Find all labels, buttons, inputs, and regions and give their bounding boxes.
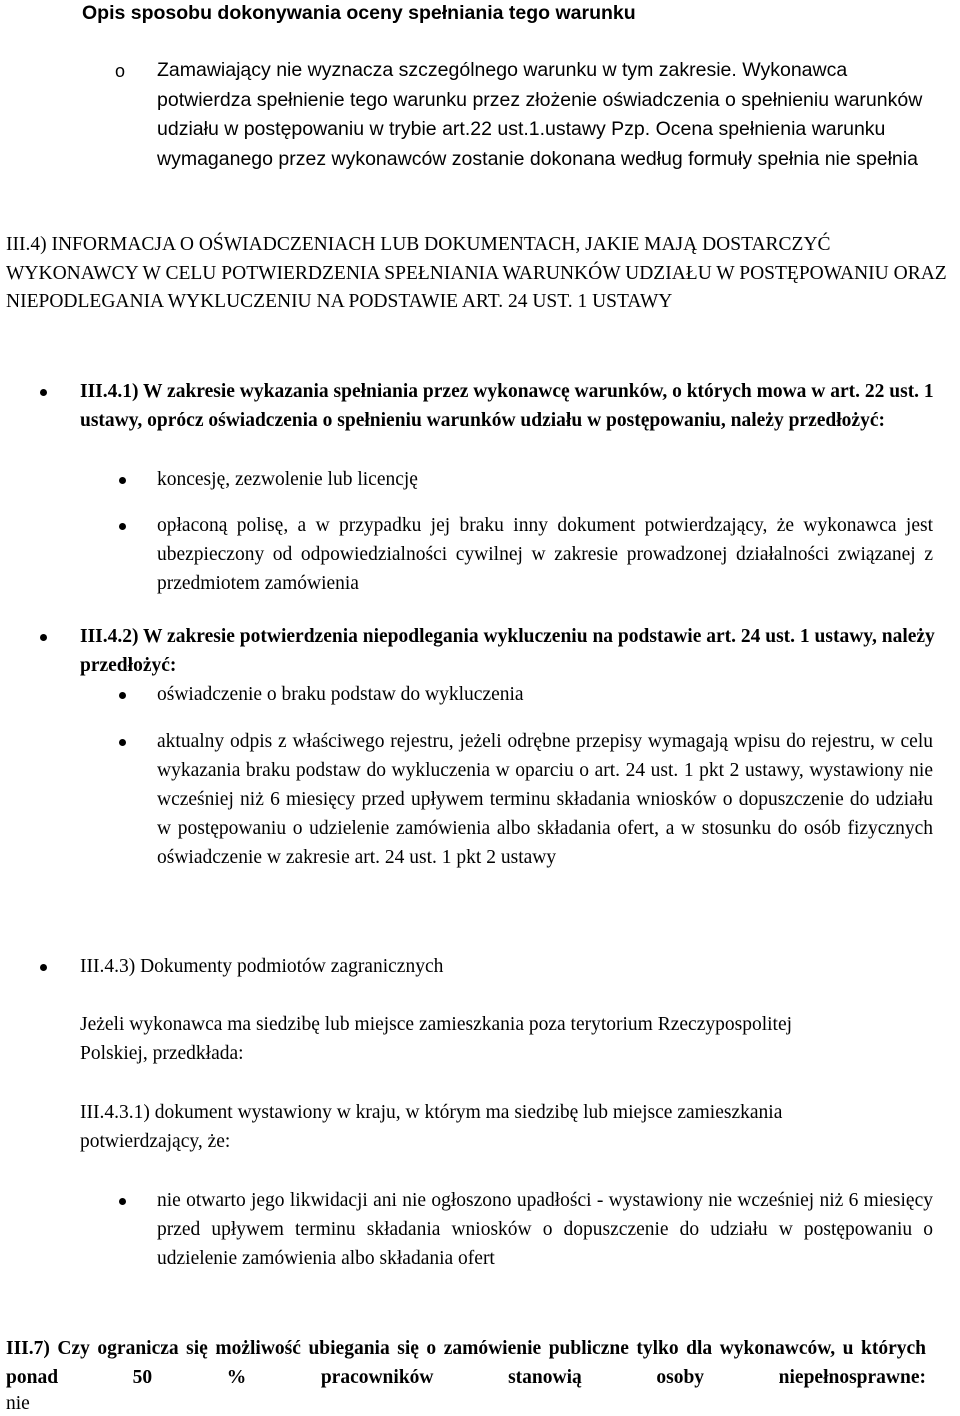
bullet-icon bbox=[40, 964, 47, 971]
list-item: oświadczenie o braku podstaw do wykluczenia bbox=[157, 684, 524, 705]
section-heading-iii4: III.4) INFORMACJA O OŚWIADCZENIACH LUB DOKUMENTACH, JAKIE MAJĄ DOSTARCZYĆ WYKONAWCY W CELU POTWIERDZENIA SPEŁNIANIA WARUNKÓW UDZIAŁU W POSTĘPOWANIU ORAZ NIEPODLEGANIA WYKLUCZENIU NA PODSTAWIE ART. 24 UST. 1 USTAWY bbox=[6, 234, 947, 312]
iii7-answer: nie bbox=[6, 1393, 30, 1414]
section-heading-opis: Opis sposobu dokonywania oceny spełniania tego warunku bbox=[82, 2, 636, 24]
circle-bullet-icon: o bbox=[115, 61, 126, 81]
item-iii4-2-heading: III.4.2) W zakresie potwierdzenia niepodlegania wykluczeniu na podstawie art. 24 ust. 1 ustawy, należy przedłożyć: bbox=[80, 626, 935, 676]
bullet-icon bbox=[119, 692, 126, 699]
bullet-icon bbox=[119, 1198, 126, 1205]
list-item: koncesję, zezwolenie lub licencję bbox=[157, 469, 418, 490]
bullet-icon bbox=[40, 389, 47, 396]
bullet-icon bbox=[119, 523, 126, 530]
section-heading-iii7: III.7) Czy ogranicza się możliwość ubiegania się o zamówienie publiczne tylko dla wykonawców, u których ponad 50 % pracowników stanowią osoby niepełnosprawne: bbox=[6, 1338, 926, 1388]
bullet-icon bbox=[40, 634, 47, 641]
item-iii4-3-1-heading: III.4.3.1) dokument wystawiony w kraju, w którym ma siedzibę lub miejsce zamieszkania potwierdzający, że: bbox=[80, 1102, 783, 1152]
list-item: opłaconą polisę, a w przypadku jej braku inny dokument potwierdzający, że wykonawca jest ubezpieczony od odpowiedzialności cywilnej w zakresie prowadzonej działalności związanej z przedmiotem zamówienia bbox=[157, 515, 933, 594]
list-item: aktualny odpis z właściwego rejestru, jeżeli odrębne przepisy wymagają wpisu do rejestru, w celu wykazania braku podstaw do wykluczenia w oparciu o art. 24 ust. 1 pkt 2 ustawy, wystawiony nie wcześniej niż 6 miesięcy przed upływem terminu składania wniosków o dopuszczenie do udziału w postępowaniu o udzielenie zamówienia albo składania ofert, a w stosunku do osób fizycznych oświadczenie w zakresie art. 24 ust. 1 pkt 2 ustawy bbox=[157, 731, 933, 868]
item-iii4-1-heading: III.4.1) W zakresie wykazania spełniania przez wykonawcę warunków, o których mowa w art. 22 ust. 1 ustawy, oprócz oświadczenia o spełnieniu warunków udziału w postępowaniu, należy przedłożyć: bbox=[80, 381, 934, 431]
foreign-entities-paragraph: Jeżeli wykonawca ma siedzibę lub miejsce zamieszkania poza terytorium Rzeczypospolitej Polskiej, przedkłada: bbox=[80, 1014, 793, 1064]
bullet-icon bbox=[119, 739, 126, 746]
opis-paragraph: Zamawiający nie wyznacza szczególnego warunku w tym zakresie. Wykonawca potwierdza spełnienie tego warunku przez złożenie oświadczenia o spełnieniu warunków udziału w postępowaniu w trybie art.22 ust.1.ustawy Pzp. Ocena spełnienia warunku wymaganego przez wykonawców zostanie dokonana według formuły spełnia nie spełnia bbox=[157, 59, 923, 170]
bullet-icon bbox=[119, 477, 126, 484]
item-iii4-3-heading: III.4.3) Dokumenty podmiotów zagranicznych bbox=[80, 956, 444, 977]
list-item: nie otwarto jego likwidacji ani nie ogłoszono upadłości - wystawiony nie wcześniej niż 6 miesięcy przed upływem terminu składania wniosków o dopuszczenie do udziału w postępowaniu o udzielenie zamówienia albo składania ofert bbox=[157, 1190, 933, 1269]
